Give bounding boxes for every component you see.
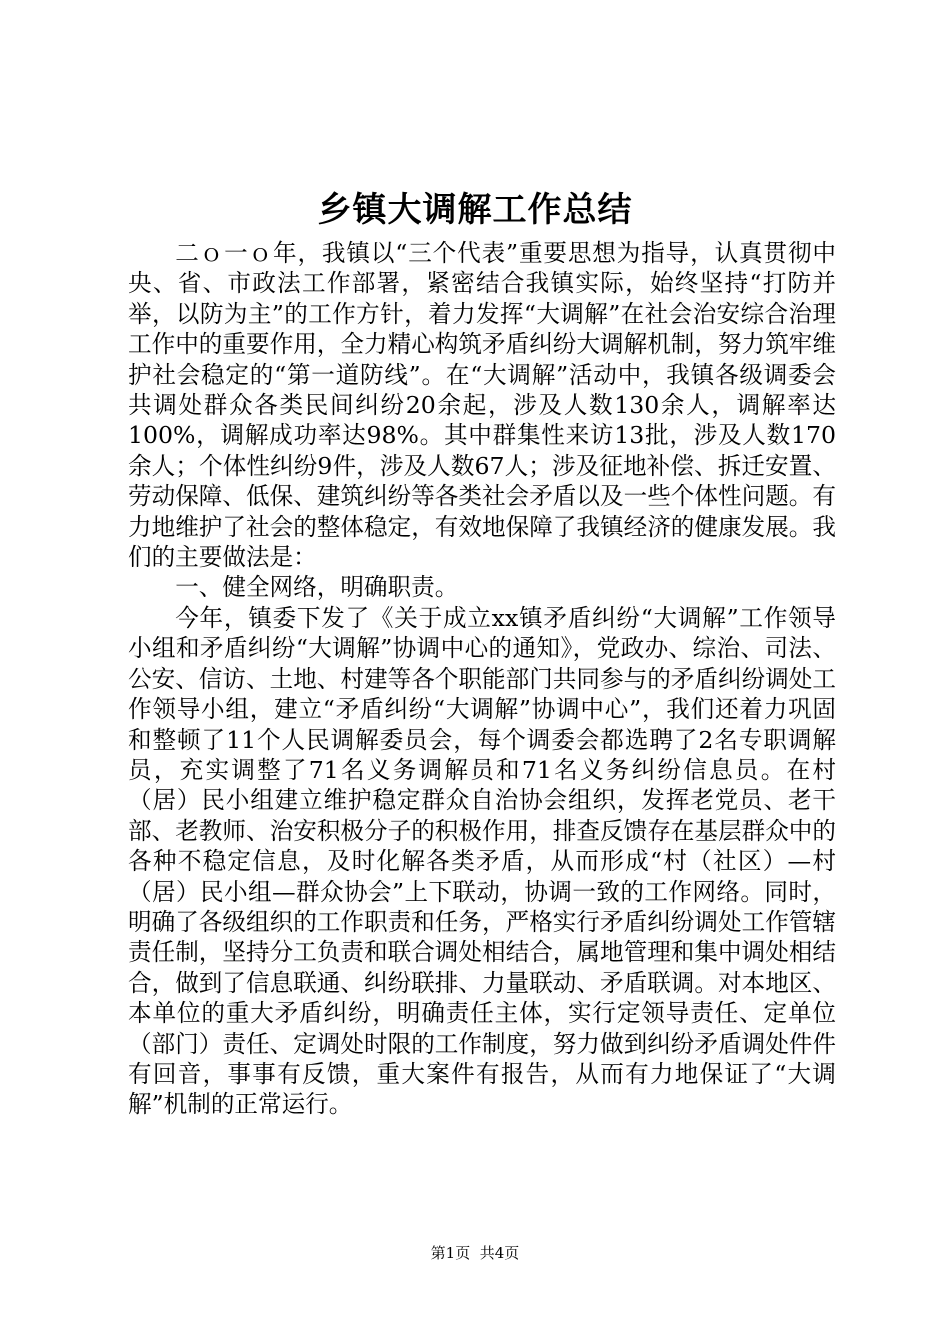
section-heading: 一、健全网络，明确职责。 [175,573,459,602]
page-number-total: 共4页 [479,1244,520,1262]
paragraph-intro: 二ｏ一ｏ年，我镇以“三个代表”重要思想为指导，认真贯彻中央、省、市政法工作部署，紧密结合我镇实际，始终坚持“打防并举，以防为主”的工作方针，着力发挥“大调解”在社会治安综合治理工作中的重要作用，全力精心构筑矛盾纠纷大调解机制，努力筑牢维护社会稳定的“第一道防线”。在“大调解”活动中，我镇各级调委会共调处群众各类民间纠纷20余起，涉及人数130余人，调解率达100%，调解成功率达98%。其中群集性来访13批，涉及人数170余人；个体性纠纷9件，涉及人数67人；涉及征地补偿、拆迁安置、劳动保障、低保、建筑纠纷等各类社会矛盾以及一些个体性问题。有力地维护了社会的整体稳定，有效地保障了我镇经济的健康发展。我们的主要做法是： [128,239,836,572]
paragraph-section-1: 今年，镇委下发了《关于成立xx镇矛盾纠纷“大调解”工作领导小组和矛盾纠纷“大调解”协调中心的通知》，党政办、综治、司法、公安、信访、土地、村建等各个职能部门共同参与的矛盾纠纷调处工作领导小组，建立“矛盾纠纷“大调解”协调中心”，我们还着力巩固和整顿了11个人民调解委员会，每个调委会都选聘了2名专职调解员，充实调整了71名义务调解员和71名义务纠纷信息员。在村（居）民小组建立维护稳定群众自治协会组织，发挥老党员、老干部、老教师、治安积极分子的积极作用，排查反馈存在基层群众中的各种不稳定信息，及时化解各类矛盾，从而形成“村（社区）—村（居）民小组—群众协会”上下联动，协调一致的工作网络。同时，明确了各级组织的工作职责和任务，严格实行矛盾纠纷调处工作管辖责任制，坚持分工负责和联合调处相结合，属地管理和集中调处相结合，做到了信息联通、纠纷联排、力量联动、矛盾联调。对本地区、本单位的重大矛盾纠纷，明确责任主体，实行定领导责任、定单位（部门）责任、定调处时限的工作制度，努力做到纠纷矛盾调处件件有回音，事事有反馈，重大案件有报告，从而有力地保证了“大调解”机制的正常运行。 [128,603,836,1119]
document-title: 乡镇大调解工作总结 [317,190,633,230]
page-footer [0,1242,950,1264]
page-number-current: 第1页 [430,1244,471,1262]
document-body [128,238,836,1120]
